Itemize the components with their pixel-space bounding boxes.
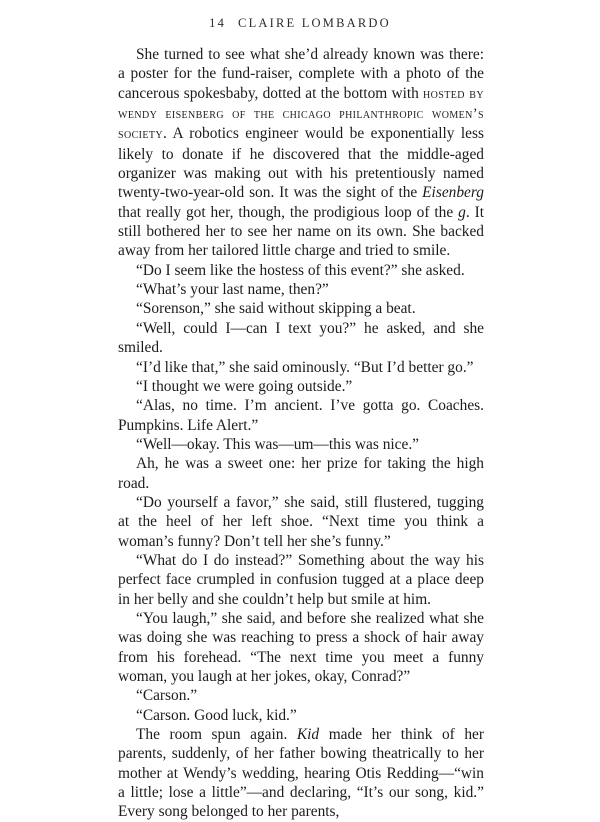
- paragraph: “Do I seem like the hostess of this event?” she asked.: [136, 261, 465, 279]
- paragraph: Ah, he was a sweet one: her prize for taking the high road.: [118, 455, 484, 492]
- paragraph: She turned to see what she’d already known was there: a poster for the fund-raiser, complete with a photo of the cancerous spokesbaby, dotted at the bottom with hosted by wendy eisenberg of the chicago philanthropic women’s society. A robotics engineer would be exponentially less likely to donate if he discovered that the middle-aged organizer was making out with his pretentiously named twenty-two-year-old son. It was the sight of the Eisenberg that really got her, though, the prodigious loop of the g. It still bothered her to see her name on its own. She backed away from her tailored little charge and tried to smile.: [118, 46, 484, 260]
- body-text: [118, 45, 484, 822]
- paragraph: The room spun again. Kid made her think of her parents, suddenly, of her father bowing theatrically to her mother at Wendy’s wedding, hearing Otis Redding—“win a little; lose a little”—and declaring, “It’s our song, kid.” Every song belonged to her parents,: [118, 726, 484, 821]
- paragraph: “What’s your last name, then?”: [136, 281, 329, 299]
- paragraph: “Sorenson,” she said without skipping a beat.: [136, 300, 416, 318]
- small-caps-credit: hosted by wendy eisenberg of the chicago philanthropic women’s society: [118, 85, 484, 143]
- paragraph: “Do yourself a favor,” she said, still flustered, tugging at the heel of her left shoe. “Next time you think a woman’s funny? Don’t tell her she’s funny.”: [118, 493, 484, 550]
- paragraph: “Well, could I—can I text you?” he asked, and she smiled.: [118, 319, 484, 357]
- paragraph: “Carson.”: [136, 687, 198, 705]
- author-name: CLAIRE LOMBARDO: [238, 16, 391, 30]
- paragraph: “I thought we were going outside.”: [136, 377, 353, 395]
- paragraph: “What do I do instead?” Something about the way his perfect face crumpled in confusion tugged at a place deep in her belly and she couldn’t help but smile at him.: [118, 551, 484, 608]
- paragraph: “You laugh,” she said, and before she realized what she was doing she was reaching to press a shock of hair away from his forehead. “The next time you meet a funny woman, you laugh at her jokes, okay, Conrad?”: [118, 609, 484, 685]
- page-number: 14: [209, 16, 227, 30]
- paragraph: “I’d like that,” she said ominously. “But I’d better go.”: [136, 358, 474, 376]
- running-head: [0, 16, 600, 31]
- paragraph: “Carson. Good luck, kid.”: [136, 706, 297, 724]
- paragraph: “Alas, no time. I’m ancient. I’ve gotta go. Coaches. Pumpkins. Life Alert.”: [118, 397, 484, 434]
- paragraph: “Well—okay. This was—um—this was nice.”: [136, 435, 420, 453]
